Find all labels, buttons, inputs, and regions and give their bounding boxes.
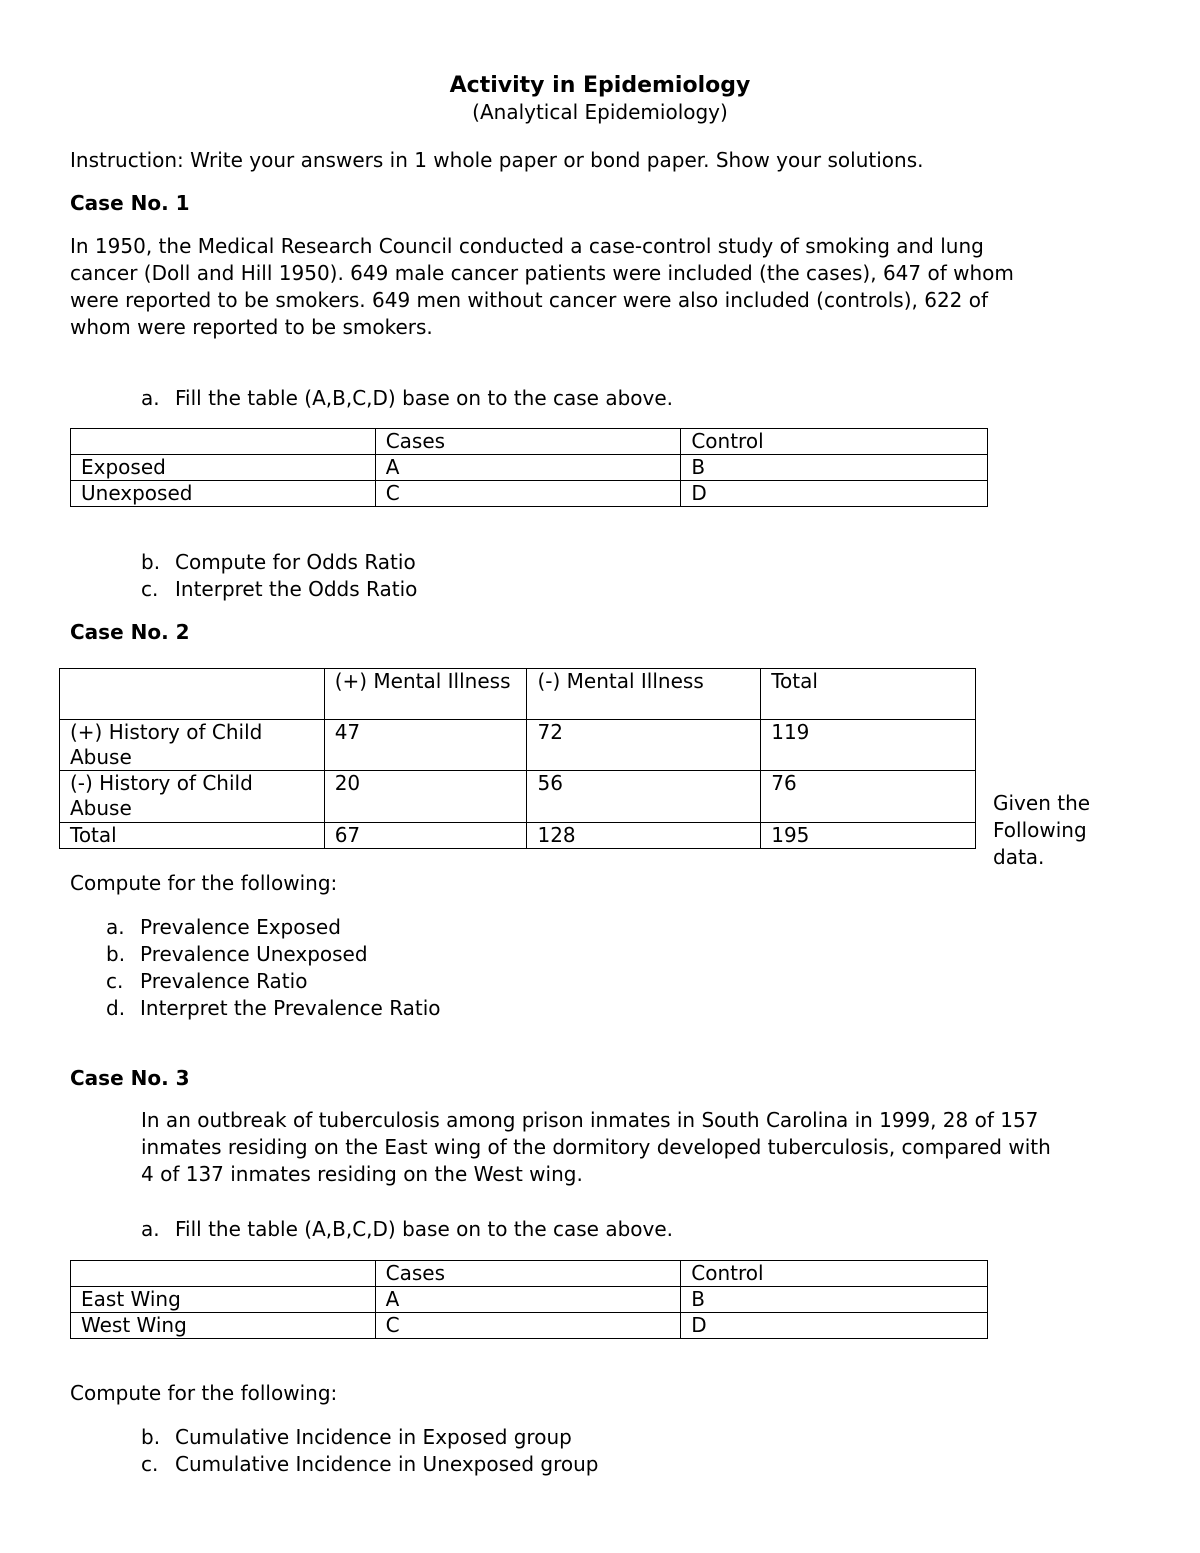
table-cell: 119 bbox=[761, 720, 976, 771]
paragraph-line: In an outbreak of tuberculosis among prison inmates in South Carolina in 1999, 28 of 157 bbox=[141, 1108, 1039, 1132]
list-marker: a. bbox=[141, 1217, 160, 1241]
list-item-text: Cumulative Incidence in Unexposed group bbox=[175, 1452, 599, 1476]
table-cell: 195 bbox=[761, 823, 976, 849]
paragraph-line: whom were reported to be smokers. bbox=[70, 315, 433, 339]
table-cell: East Wing bbox=[71, 1287, 376, 1313]
case1-item-a-list bbox=[141, 385, 673, 412]
table-cell: Total bbox=[60, 823, 325, 849]
table-cell: 47 bbox=[324, 720, 527, 771]
list-item bbox=[141, 549, 417, 576]
list-marker: a. bbox=[141, 386, 160, 410]
case1-paragraph bbox=[70, 233, 1150, 341]
table-cell: Cases bbox=[375, 429, 681, 455]
case3-paragraph bbox=[141, 1107, 1191, 1188]
table-cell: (+) History of Child Abuse bbox=[60, 720, 325, 771]
table-cell: A bbox=[375, 1287, 681, 1313]
table-cell: (-) History of Child Abuse bbox=[60, 771, 325, 823]
list-item bbox=[141, 1424, 598, 1451]
list-marker: c. bbox=[106, 969, 124, 993]
list-item-text: Compute for Odds Ratio bbox=[175, 550, 416, 574]
table-row bbox=[71, 455, 988, 481]
list-marker: b. bbox=[141, 550, 161, 574]
list-item-text: Interpret the Prevalence Ratio bbox=[140, 996, 441, 1020]
paragraph-line: were reported to be smokers. 649 men without cancer were also included (controls), 622 of bbox=[70, 288, 989, 312]
table-row bbox=[60, 771, 976, 823]
list-item-text: Cumulative Incidence in Exposed group bbox=[175, 1425, 572, 1449]
list-marker: b. bbox=[141, 1425, 161, 1449]
table-cell: B bbox=[681, 455, 988, 481]
table-cell: D bbox=[681, 481, 988, 507]
list-item bbox=[141, 1451, 598, 1478]
table-cell: Control bbox=[681, 1261, 988, 1287]
table-row bbox=[60, 720, 976, 771]
table-cell: 56 bbox=[527, 771, 761, 823]
case1-items bbox=[141, 549, 417, 603]
table-cell: 128 bbox=[527, 823, 761, 849]
table-cell bbox=[71, 1261, 376, 1287]
table-cell: D bbox=[681, 1313, 988, 1339]
case1-heading: Case No. 1 bbox=[70, 191, 190, 215]
table-cell: 72 bbox=[527, 720, 761, 771]
case3-compute-label: Compute for the following: bbox=[70, 1381, 338, 1405]
table-row bbox=[60, 823, 976, 849]
table-cell: (+) Mental Illness bbox=[324, 669, 527, 720]
page-subtitle: (Analytical Epidemiology) bbox=[472, 100, 728, 124]
list-item-text: Prevalence Ratio bbox=[140, 969, 308, 993]
table-cell: 20 bbox=[324, 771, 527, 823]
table-header-row bbox=[71, 1261, 988, 1287]
case2-compute-label: Compute for the following: bbox=[70, 871, 338, 895]
table-cell: Unexposed bbox=[71, 481, 376, 507]
case1-table bbox=[70, 428, 988, 507]
case2-table bbox=[59, 668, 976, 849]
table-cell: Control bbox=[681, 429, 988, 455]
side-note-line: data. bbox=[993, 845, 1045, 869]
case3-items bbox=[141, 1424, 598, 1478]
case3-heading: Case No. 3 bbox=[70, 1066, 190, 1090]
page-title: Activity in Epidemiology bbox=[449, 73, 751, 98]
instruction-text: Instruction: Write your answers in 1 whole paper or bond paper. Show your solutions. bbox=[70, 148, 924, 172]
list-item-text: Prevalence Exposed bbox=[140, 915, 341, 939]
table-cell: 76 bbox=[761, 771, 976, 823]
list-item-text: Fill the table (A,B,C,D) base on to the case above. bbox=[175, 386, 674, 410]
list-item-text: Fill the table (A,B,C,D) base on to the case above. bbox=[175, 1217, 674, 1241]
list-item bbox=[141, 1216, 673, 1243]
paragraph-line: inmates residing on the East wing of the dormitory developed tuberculosis, compared with bbox=[141, 1135, 1051, 1159]
case3-table bbox=[70, 1260, 988, 1339]
table-header-row bbox=[60, 669, 976, 720]
case2-heading: Case No. 2 bbox=[70, 620, 190, 644]
table-cell: West Wing bbox=[71, 1313, 376, 1339]
side-note bbox=[993, 790, 1090, 871]
table-cell: (-) Mental Illness bbox=[527, 669, 761, 720]
case2-items bbox=[106, 914, 441, 1022]
paragraph-line: cancer (Doll and Hill 1950). 649 male cancer patients were included (the cases), 647 of whom bbox=[70, 261, 1014, 285]
table-cell bbox=[71, 429, 376, 455]
table-cell: Exposed bbox=[71, 455, 376, 481]
list-marker: a. bbox=[106, 915, 125, 939]
list-marker: b. bbox=[106, 942, 126, 966]
table-cell: Cases bbox=[375, 1261, 681, 1287]
list-item bbox=[141, 576, 417, 603]
list-item bbox=[106, 968, 441, 995]
table-row bbox=[71, 481, 988, 507]
paragraph-line: 4 of 137 inmates residing on the West wing. bbox=[141, 1162, 583, 1186]
side-note-line: Given the bbox=[993, 791, 1091, 815]
table-cell: 67 bbox=[324, 823, 527, 849]
list-item bbox=[106, 914, 441, 941]
list-item bbox=[106, 941, 441, 968]
table-cell bbox=[60, 669, 325, 720]
case3-item-a-list bbox=[141, 1216, 673, 1243]
list-marker: c. bbox=[141, 1452, 159, 1476]
paragraph-line: In 1950, the Medical Research Council conducted a case-control study of smoking and lung bbox=[70, 234, 984, 258]
table-cell: C bbox=[375, 481, 681, 507]
side-note-line: Following bbox=[993, 818, 1087, 842]
list-marker: d. bbox=[106, 996, 126, 1020]
table-cell: B bbox=[681, 1287, 988, 1313]
table-cell: A bbox=[375, 455, 681, 481]
table-cell: C bbox=[375, 1313, 681, 1339]
list-marker: c. bbox=[141, 577, 159, 601]
list-item bbox=[106, 995, 441, 1022]
table-row bbox=[71, 1313, 988, 1339]
list-item-text: Interpret the Odds Ratio bbox=[175, 577, 418, 601]
table-cell: Total bbox=[761, 669, 976, 720]
table-header-row bbox=[71, 429, 988, 455]
table-row bbox=[71, 1287, 988, 1313]
list-item bbox=[141, 385, 673, 412]
list-item-text: Prevalence Unexposed bbox=[140, 942, 368, 966]
